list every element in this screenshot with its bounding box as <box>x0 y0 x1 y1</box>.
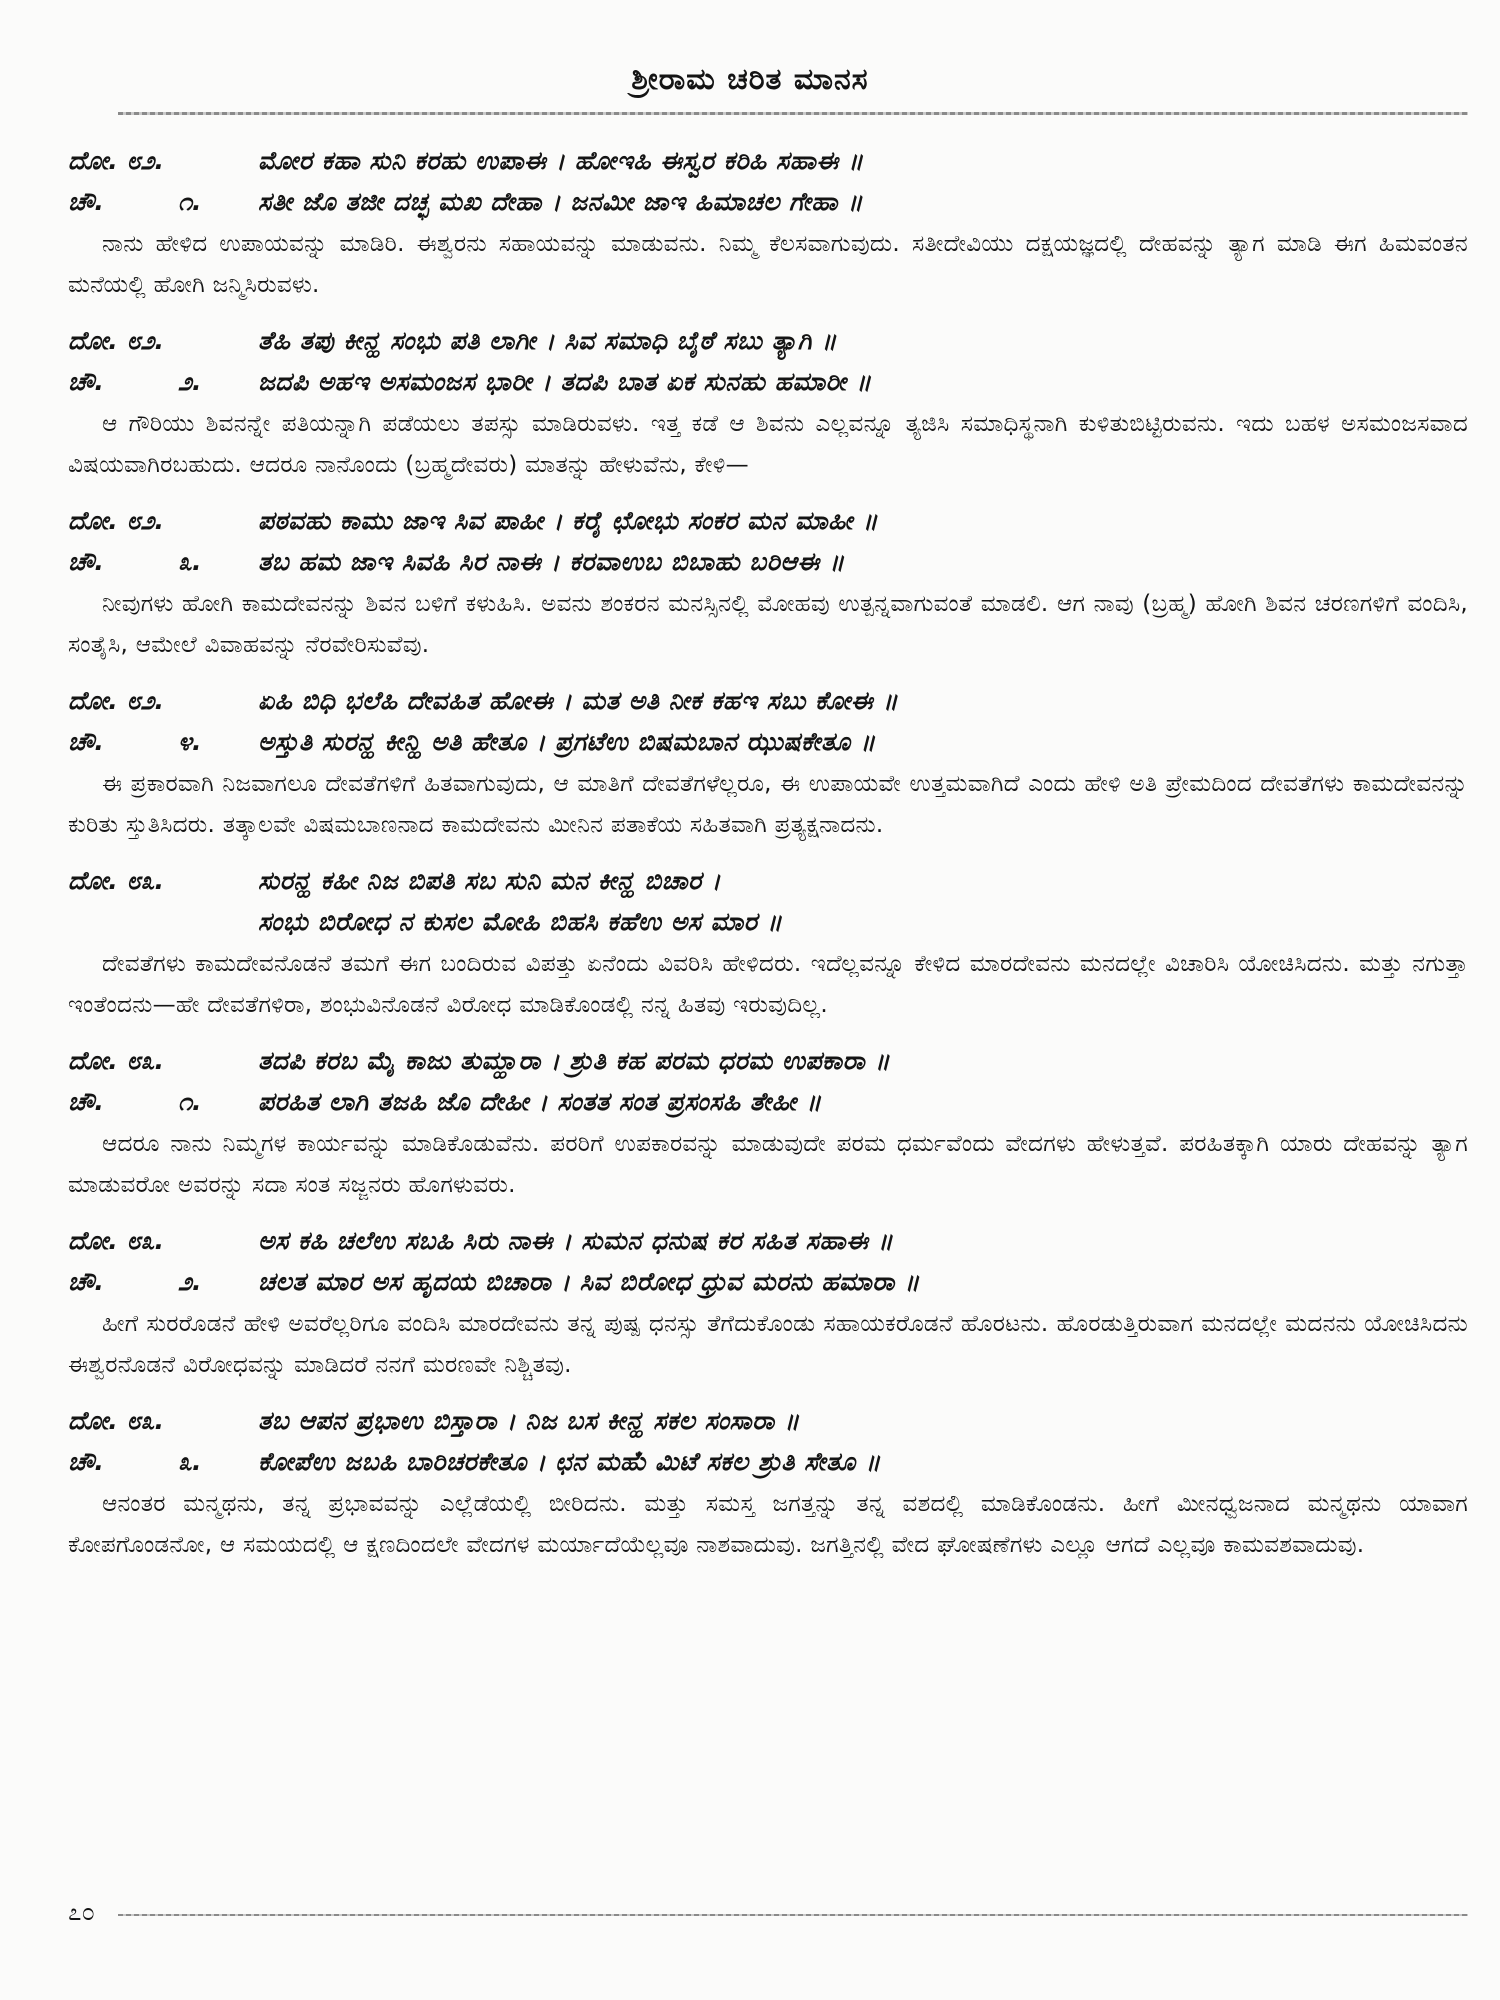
verse-line <box>68 500 1468 541</box>
verse-line <box>68 1081 1468 1122</box>
verse-line <box>68 1441 1468 1482</box>
verse-label: ದೋ. ೮೨. <box>68 506 164 535</box>
prose-paragraph: ಆ ಗೌರಿಯು ಶಿವನನ್ನೇ ಪತಿಯನ್ನಾಗಿ ಪಡೆಯಲು ತಪಸ್ಸು ಮಾಡಿರುವಳು. ಇತ್ತ ಕಡೆ ಆ ಶಿವನು ಎಲ್ಲವನ್ನೂ ತ್ಯಜಿಸಿ ಸಮಾಧಿಸ್ಥನಾಗಿ ಕುಳಿತುಬಿಟ್ಟಿರುವನು. ಇದು ಬಹಳ ಅಸಮಂಜಸವಾದ ವಿಷಯವಾಗಿರಬಹುದು. ಆದರೂ ನಾನೊಂದು (ಬ್ರಹ್ಮದೇವರು) ಮಾತನ್ನು ಹೇಳುವೆನು, ಕೇಳಿ— <box>68 411 1468 478</box>
main-content <box>68 140 1468 1580</box>
verse-label: ದೋ. ೮೩. <box>68 1406 164 1435</box>
verse-label: ಚೌ. <box>68 367 104 396</box>
prose-paragraph: ನೀವುಗಳು ಹೋಗಿ ಕಾಮದೇವನನ್ನು ಶಿವನ ಬಳಿಗೆ ಕಳುಹಿಸಿ. ಅವನು ಶಂಕರನ ಮನಸ್ಸಿನಲ್ಲಿ ಮೋಹವು ಉತ್ಪನ್ನವಾಗುವಂತೆ ಮಾಡಲಿ. ಆಗ ನಾವು (ಬ್ರಹ್ಮ) ಹೋಗಿ ಶಿವನ ಚರಣಗಳಿಗೆ ವಂದಿಸಿ, ಸಂತೈಸಿ, ಆಮೇಲೆ ವಿವಾಹವನ್ನು ನೆರವೇರಿಸುವೆವು. <box>68 591 1468 658</box>
prose-paragraph: ಈ ಪ್ರಕಾರವಾಗಿ ನಿಜವಾಗಲೂ ದೇವತೆಗಳಿಗೆ ಹಿತವಾಗುವುದು, ಆ ಮಾತಿಗೆ ದೇವತೆಗಳೆಲ್ಲರೂ, ಈ ಉಪಾಯವೇ ಉತ್ತಮವಾಗಿದೆ ಎಂದು ಹೇಳಿ ಅತಿ ಪ್ರೇಮದಿಂದ ದೇವತೆಗಳು ಕಾಮದೇವನನ್ನು ಕುರಿತು ಸ್ತುತಿಸಿದರು. ತತ್ಕಾಲವೇ ವಿಷಮಬಾಣನಾದ ಕಾಮದೇವನು ಮೀನಿನ ಪತಾಕೆಯ ಸಹಿತವಾಗಿ ಪ್ರತ್ಯಕ್ಷನಾದನು. <box>68 771 1468 838</box>
prose-paragraph: ಹೀಗೆ ಸುರರೊಡನೆ ಹೇಳಿ ಅವರೆಲ್ಲರಿಗೂ ವಂದಿಸಿ ಮಾರದೇವನು ತನ್ನ ಪುಷ್ಪ ಧನಸ್ಸು ತೆಗೆದುಕೊಂಡು ಸಹಾಯಕರೊಡನೆ ಹೊರಟನು. ಹೊರಡುತ್ತಿರುವಾಗ ಮನದಲ್ಲೇ ಮದನನು ಯೋಚಿಸಿದನು ಈಶ್ವರನೊಡನೆ ವಿರೋಧವನ್ನು ಮಾಡಿದರೆ ನನಗೆ ಮರಣವೇ ನಿಶ್ಚಿತವು. <box>68 1311 1468 1378</box>
page-number: ೭೦ <box>68 1898 95 1926</box>
verse-line <box>68 1040 1468 1081</box>
prose-paragraph: ನಾನು ಹೇಳಿದ ಉಪಾಯವನ್ನು ಮಾಡಿರಿ. ಈಶ್ವರನು ಸಹಾಯವನ್ನು ಮಾಡುವನು. ನಿಮ್ಮ ಕೆಲಸವಾಗುವುದು. ಸತೀದೇವಿಯು ದಕ್ಷಯಜ್ಞದಲ್ಲಿ ದೇಹವನ್ನು ತ್ಯಾಗ ಮಾಡಿ ಈಗ ಹಿಮವಂತನ ಮನೆಯಲ್ಲಿ ಹೋಗಿ ಜನ್ಮಿಸಿರುವಳು. <box>68 231 1468 298</box>
verse-group <box>68 140 1468 306</box>
verse-number: ೧. <box>178 187 202 216</box>
verse-label: ಚೌ. <box>68 187 104 216</box>
verse-number: ೨. <box>178 367 202 396</box>
footer-divider <box>118 1914 1468 1916</box>
verse-line <box>68 1220 1468 1261</box>
verse-text: ಪಠವಹು ಕಾಮು ಜಾಇ ಸಿವ ಪಾಹೀ । ಕರೈ ಛೋಭು ಸಂಕರ ಮನ ಮಾಹೀ ॥ <box>258 506 878 535</box>
verse-label: ಚೌ. <box>68 727 104 756</box>
verse-text: ಮೋರ ಕಹಾ ಸುನಿ ಕರಹು ಉಪಾಈ । ಹೋಇಹಿ ಈಸ್ವರ ಕರಿಹಿ ಸಹಾಈ ॥ <box>258 146 864 175</box>
verse-line <box>68 680 1468 721</box>
verse-line <box>68 541 1468 582</box>
verse-number: ೩. <box>178 547 202 576</box>
verse-text: ಚಲತ ಮಾರ ಅಸ ಹೃದಯ ಬಿಚಾರಾ । ಸಿವ ಬಿರೋಧ ಧ್ರುವ ಮರನು ಹಮಾರಾ ॥ <box>258 1267 920 1296</box>
verse-label: ಚೌ. <box>68 1447 104 1476</box>
verse-label: ದೋ. ೮೩. <box>68 866 164 895</box>
verse-number: ೪. <box>178 727 202 756</box>
verse-label: ದೋ. ೮೨. <box>68 326 164 355</box>
verse-group <box>68 1400 1468 1566</box>
verse-text: ಜದಪಿ ಅಹಇ ಅಸಮಂಜಸ ಭಾರೀ । ತದಪಿ ಬಾತ ಏಕ ಸುನಹು ಹಮಾರೀ ॥ <box>258 367 872 396</box>
verse-text: ಸತೀ ಜೊ ತಜೀ ದಚ್ಛ ಮಖ ದೇಹಾ । ಜನಮೀ ಜಾಇ ಹಿಮಾಚಲ ಗೇಹಾ ॥ <box>258 187 863 216</box>
verse-line <box>68 860 1468 901</box>
verse-label: ದೋ. ೮೨. <box>68 686 164 715</box>
verse-group <box>68 1040 1468 1206</box>
prose-paragraph: ಆದರೂ ನಾನು ನಿಮ್ಮಗಳ ಕಾರ್ಯವನ್ನು ಮಾಡಿಕೊಡುವೆನು. ಪರರಿಗೆ ಉಪಕಾರವನ್ನು ಮಾಡುವುದೇ ಪರಮ ಧರ್ಮವೆಂದು ವೇದಗಳು ಹೇಳುತ್ತವೆ. ಪರಹಿತಕ್ಕಾಗಿ ಯಾರು ದೇಹವನ್ನು ತ್ಯಾಗ ಮಾಡುವರೋ ಅವರನ್ನು ಸದಾ ಸಂತ ಸಜ್ಜನರು ಹೊಗಳುವರು. <box>68 1131 1468 1198</box>
verse-group <box>68 860 1468 1026</box>
verse-text: ಸಂಭು ಬಿರೋಧ ನ ಕುಸಲ ಮೋಹಿ ಬಿಹಸಿ ಕಹೆಉ ಅಸ ಮಾರ ॥ <box>258 907 783 936</box>
verse-line <box>68 1400 1468 1441</box>
verse-text: ಕೋಪೆಉ ಜಬಹಿ ಬಾರಿಚರಕೇತೂ । ಛನ ಮಹುಁ ಮಿಟೆ ಸಕಲ ಶ್ರುತಿ ಸೇತೂ ॥ <box>258 1447 881 1476</box>
verse-label: ದೋ. ೮೨. <box>68 146 164 175</box>
page-title: ಶ್ರೀರಾಮ ಚರಿತ ಮಾನಸ <box>631 62 869 97</box>
verse-label: ದೋ. ೮೩. <box>68 1046 164 1075</box>
verse-text: ತಬ ಹಮ ಜಾಇ ಸಿವಹಿ ಸಿರ ನಾಈ । ಕರವಾಉಬ ಬಿಬಾಹು ಬರಿಆಈ ॥ <box>258 547 845 576</box>
verse-line <box>68 1261 1468 1302</box>
verse-number: ೨. <box>178 1267 202 1296</box>
verse-text: ಅಸ ಕಹಿ ಚಲೆಉ ಸಬಹಿ ಸಿರು ನಾಈ । ಸುಮನ ಧನುಷ ಕರ ಸಹಿತ ಸಹಾಈ ॥ <box>258 1226 894 1255</box>
verse-line <box>68 140 1468 181</box>
verse-label: ಚೌ. <box>68 1267 104 1296</box>
verse-group <box>68 500 1468 666</box>
verse-label: ಚೌ. <box>68 547 104 576</box>
verse-text: ಪರಹಿತ ಲಾಗಿ ತಜಹಿ ಜೊ ದೇಹೀ । ಸಂತತ ಸಂತ ಪ್ರಸಂಸಹಿ ತೇಹೀ ॥ <box>258 1087 822 1116</box>
header-divider <box>118 112 1468 115</box>
verse-line <box>68 721 1468 762</box>
verse-line <box>68 901 1468 942</box>
verse-text: ಏಹಿ ಬಿಧಿ ಭಲೆಹಿ ದೇವಹಿತ ಹೋಈ । ಮತ ಅತಿ ನೀಕ ಕಹಇ ಸಬು ಕೋಈ ॥ <box>258 686 899 715</box>
verse-text: ಅಸ್ತುತಿ ಸುರನ್ಹ ಕೀನ್ಹಿ ಅತಿ ಹೇತೂ । ಪ್ರಗಟೆಉ ಬಿಷಮಬಾನ ಝುಷಕೇತೂ ॥ <box>258 727 876 756</box>
verse-label: ದೋ. ೮೩. <box>68 1226 164 1255</box>
verse-label: ಚೌ. <box>68 1087 104 1116</box>
verse-text: ಸುರನ್ಹ ಕಹೀ ನಿಜ ಬಿಪತಿ ಸಬ ಸುನಿ ಮನ ಕೀನ್ಹ ಬಿಚಾರ । <box>258 866 721 895</box>
verse-text: ತೆಹಿ ತಪು ಕೀನ್ಹ ಸಂಭು ಪತಿ ಲಾಗೀ । ಸಿವ ಸಮಾಧಿ ಬೈಠೆ ಸಬು ತ್ಯಾಗಿ ॥ <box>258 326 837 355</box>
verse-number: ೧. <box>178 1087 202 1116</box>
verse-group <box>68 320 1468 486</box>
verse-number: ೩. <box>178 1447 202 1476</box>
verse-text: ತದಪಿ ಕರಬ ಮೈ ಕಾಜು ತುಮ್ಹಾರಾ । ಶ್ರುತಿ ಕಹ ಪರಮ ಧರಮ ಉಪಕಾರಾ ॥ <box>258 1046 891 1075</box>
verse-line <box>68 361 1468 402</box>
verse-line <box>68 320 1468 361</box>
verse-text: ತಬ ಆಪನ ಪ್ರಭಾಉ ಬಿಸ್ತಾರಾ । ನಿಜ ಬಸ ಕೀನ್ಹ ಸಕಲ ಸಂಸಾರಾ ॥ <box>258 1406 800 1435</box>
verse-group <box>68 680 1468 846</box>
verse-line <box>68 181 1468 222</box>
verse-group <box>68 1220 1468 1386</box>
prose-paragraph: ದೇವತೆಗಳು ಕಾಮದೇವನೊಡನೆ ತಮಗೆ ಈಗ ಬಂದಿರುವ ವಿಪತ್ತು ಏನೆಂದು ವಿವರಿಸಿ ಹೇಳಿದರು. ಇದೆಲ್ಲವನ್ನೂ ಕೇಳಿದ ಮಾರದೇವನು ಮನದಲ್ಲೇ ವಿಚಾರಿಸಿ ಯೋಚಿಸಿದನು. ಮತ್ತು ನಗುತ್ತಾ ಇಂತೆಂದನು—ಹೇ ದೇವತೆಗಳಿರಾ, ಶಂಭುವಿನೊಡನೆ ವಿರೋಧ ಮಾಡಿಕೊಂಡಲ್ಲಿ ನನ್ನ ಹಿತವು ಇರುವುದಿಲ್ಲ. <box>68 951 1468 1018</box>
prose-paragraph: ಆನಂತರ ಮನ್ಮಥನು, ತನ್ನ ಪ್ರಭಾವವನ್ನು ಎಲ್ಲೆಡೆಯಲ್ಲಿ ಬೀರಿದನು. ಮತ್ತು ಸಮಸ್ತ ಜಗತ್ತನ್ನು ತನ್ನ ವಶದಲ್ಲಿ ಮಾಡಿಕೊಂಡನು. ಹೀಗೆ ಮೀನಧ್ವಜನಾದ ಮನ್ಮಥನು ಯಾವಾಗ ಕೋಪಗೊಂಡನೋ, ಆ ಸಮಯದಲ್ಲಿ ಆ ಕ್ಷಣದಿಂದಲೇ ವೇದಗಳ ಮರ್ಯಾದೆಯೆಲ್ಲವೂ ನಾಶವಾದುವು. ಜಗತ್ತಿನಲ್ಲಿ ವೇದ ಘೋಷಣೆಗಳು ಎಲ್ಲೂ ಆಗದೆ ಎಲ್ಲವೂ ಕಾಮವಶವಾದುವು. <box>68 1491 1468 1558</box>
